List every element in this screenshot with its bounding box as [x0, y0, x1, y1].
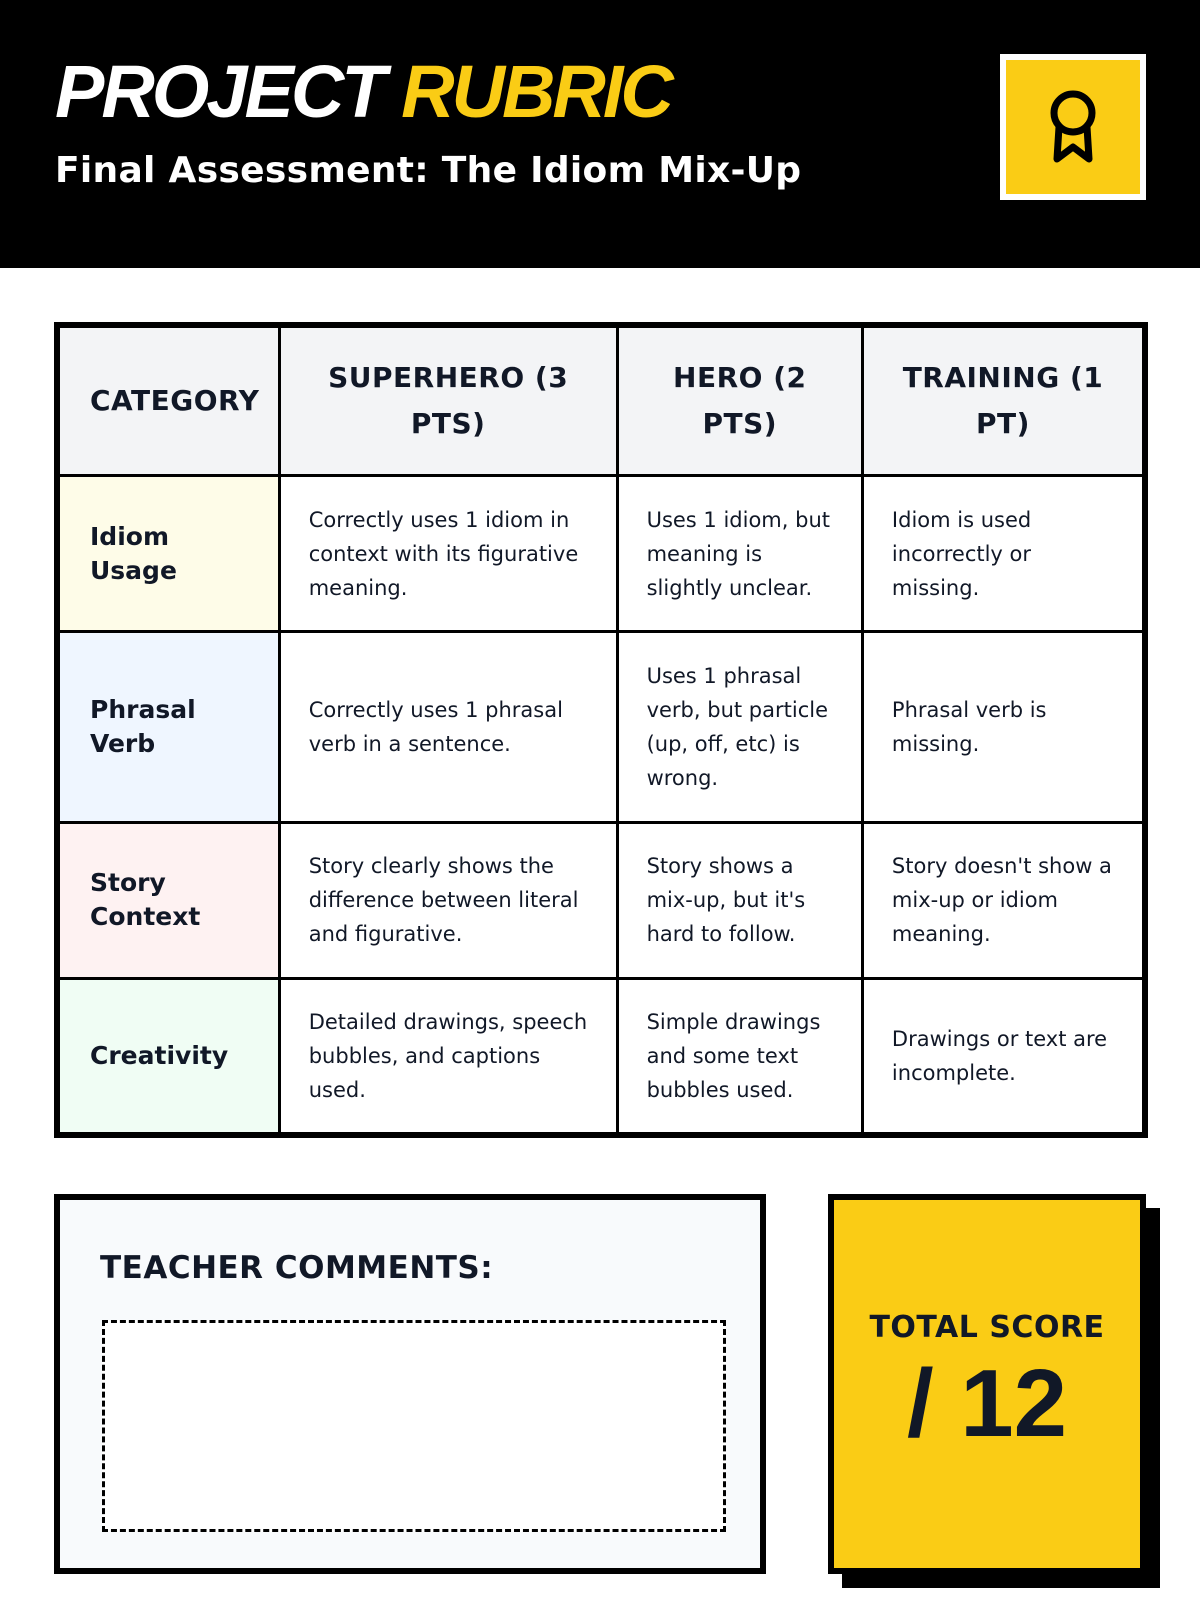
category-cell: Idiom Usage — [57, 476, 279, 632]
table-row — [57, 476, 1145, 632]
column-header-category: CATEGORY — [57, 325, 279, 476]
header-banner — [0, 0, 1200, 268]
hero-cell: Story shows a mix-up, but it's hard to follow. — [617, 822, 862, 978]
page-subtitle: Final Assessment: The Idiom Mix-Up — [55, 150, 802, 191]
award-ribbon-icon — [1046, 87, 1100, 167]
teacher-comments-label: TEACHER COMMENTS: — [100, 1250, 494, 1286]
column-header-training: TRAINING (1 PT) — [862, 325, 1145, 476]
column-header-superhero: SUPERHERO (3 PTS) — [279, 325, 617, 476]
title-part-rubric: RUBRIC — [401, 50, 671, 133]
teacher-comments-input[interactable] — [102, 1320, 726, 1532]
hero-cell: Simple drawings and some text bubbles used. — [617, 979, 862, 1135]
total-score-card — [828, 1194, 1146, 1574]
superhero-cell: Correctly uses 1 phrasal verb in a sentence. — [279, 632, 617, 822]
table-row — [57, 632, 1145, 822]
training-cell: Story doesn't show a mix-up or idiom meaning. — [862, 822, 1145, 978]
total-score-label: TOTAL SCORE — [869, 1309, 1105, 1345]
training-cell: Idiom is used incorrectly or missing. — [862, 476, 1145, 632]
superhero-cell: Story clearly shows the difference between literal and figurative. — [279, 822, 617, 978]
superhero-cell: Correctly uses 1 idiom in context with its figurative meaning. — [279, 476, 617, 632]
rubric-table — [54, 322, 1148, 1138]
category-cell: Phrasal Verb — [57, 632, 279, 822]
column-header-hero: HERO (2 PTS) — [617, 325, 862, 476]
award-badge — [1000, 54, 1146, 200]
hero-cell: Uses 1 phrasal verb, but particle (up, off, etc) is wrong. — [617, 632, 862, 822]
category-cell: Story Context — [57, 822, 279, 978]
title-part-project: PROJECT — [55, 50, 384, 133]
table-row — [57, 822, 1145, 978]
teacher-comments-panel — [54, 1194, 766, 1574]
category-cell: Creativity — [57, 979, 279, 1135]
rubric-header-row — [57, 325, 1145, 476]
hero-cell: Uses 1 idiom, but meaning is slightly unclear. — [617, 476, 862, 632]
page-title — [55, 52, 671, 132]
table-row — [57, 979, 1145, 1135]
total-score-value: / 12 — [906, 1349, 1068, 1457]
superhero-cell: Detailed drawings, speech bubbles, and captions used. — [279, 979, 617, 1135]
training-cell: Drawings or text are incomplete. — [862, 979, 1145, 1135]
training-cell: Phrasal verb is missing. — [862, 632, 1145, 822]
